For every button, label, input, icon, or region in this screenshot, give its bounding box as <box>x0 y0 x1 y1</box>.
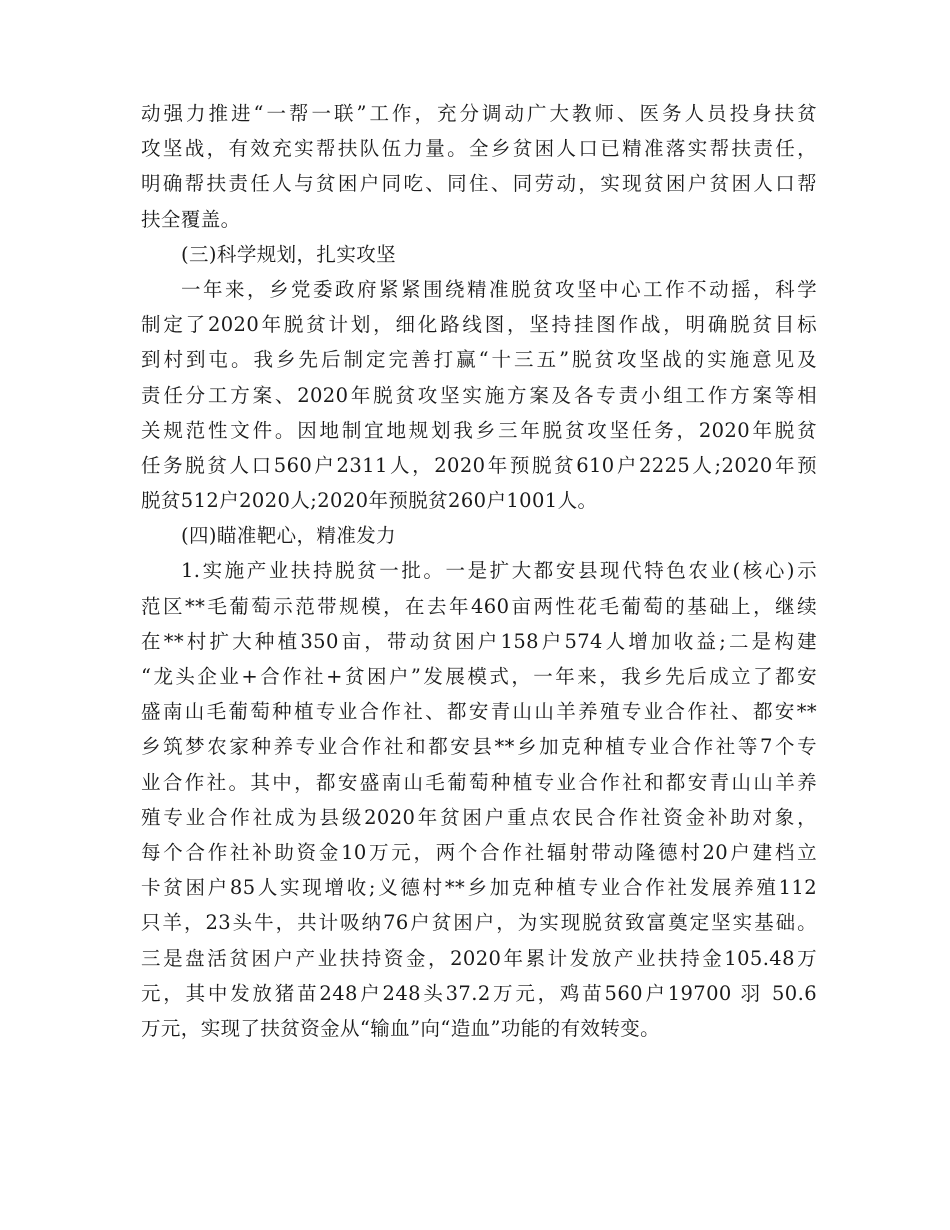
text-line: 攻坚战，有效充实帮扶队伍力量。全乡贫困人口已精准落实帮扶责任， <box>141 137 817 161</box>
text-line: 三是盘活贫困户产业扶持资金，2020年累计发放产业扶持金105.48万 <box>141 946 817 970</box>
text-line: 明确帮扶责任人与贫困户同吃、同住、同劳动，实现贫困户贫困人口帮 <box>141 172 817 196</box>
text-line: 盛南山毛葡萄种植专业合作社、都安青山山羊养殖专业合作社、都安** <box>141 700 817 724</box>
text-line: 在**村扩大种植350亩，带动贫困户158户574人增加收益;二是构建 <box>141 629 817 653</box>
text-line: 制定了2020年脱贫计划，细化路线图，坚持挂图作战，明确脱贫目标 <box>141 313 817 337</box>
text-line: 殖专业合作社成为县级2020年贫困户重点农民合作社资金补助对象， <box>141 805 817 829</box>
text-line: 任务脱贫人口560户2311人，2020年预脱贫610户2225人;2020年预 <box>141 453 817 477</box>
text-line: 一年来，乡党委政府紧紧围绕精准脱贫攻坚中心工作不动摇，科学 <box>181 277 817 301</box>
text-line: 万元，实现了扶贫资金从“输血”向“造血”功能的有效转变。 <box>141 1016 661 1040</box>
text-line: 责任分工方案、2020年脱贫攻坚实施方案及各专责小组工作方案等相 <box>141 383 817 407</box>
section-heading: (四)瞄准靶心，精准发力 <box>181 524 397 548</box>
text-line: 业合作社。其中，都安盛南山毛葡萄种植专业合作社和都安青山山羊养 <box>141 770 817 794</box>
text-line: 脱贫512户2020人;2020年预脱贫260户1001人。 <box>141 489 598 513</box>
text-line: 乡筑梦农家种养专业合作社和都安县**乡加克种植专业合作社等7个专 <box>141 735 817 759</box>
document-body <box>141 96 817 1046</box>
text-line: 只羊，23头牛，共计吸纳76户贫困户，为实现脱贫致富奠定坚实基础。 <box>141 911 817 935</box>
section-heading: (三)科学规划，扎实攻坚 <box>181 242 397 266</box>
text-line: 到村到屯。我乡先后制定完善打赢“十三五”脱贫攻坚战的实施意见及 <box>141 348 817 372</box>
text-line: 1.实施产业扶持脱贫一批。一是扩大都安县现代特色农业(核心)示 <box>181 559 817 583</box>
text-line: 元，其中发放猪苗248户248头37.2万元，鸡苗560户19700 羽 50.6 <box>141 981 817 1005</box>
text-line: “龙头企业+合作社+贫困户”发展模式，一年来，我乡先后成立了都安 <box>141 665 817 688</box>
text-line: 范区**毛葡萄示范带规模，在去年460亩两性花毛葡萄的基础上，继续 <box>141 594 817 618</box>
text-line: 扶全覆盖。 <box>141 207 241 231</box>
text-line: 关规范性文件。因地制宜地规划我乡三年脱贫攻坚任务，2020年脱贫 <box>141 418 817 442</box>
text-line: 卡贫困户85人实现增收;义德村**乡加克种植专业合作社发展养殖112 <box>141 876 817 900</box>
text-line: 每个合作社补助资金10万元，两个合作社辐射带动隆德村20户建档立 <box>141 840 817 864</box>
text-line: 动强力推进“一帮一联”工作，充分调动广大教师、医务人员投身扶贫 <box>141 102 817 125</box>
